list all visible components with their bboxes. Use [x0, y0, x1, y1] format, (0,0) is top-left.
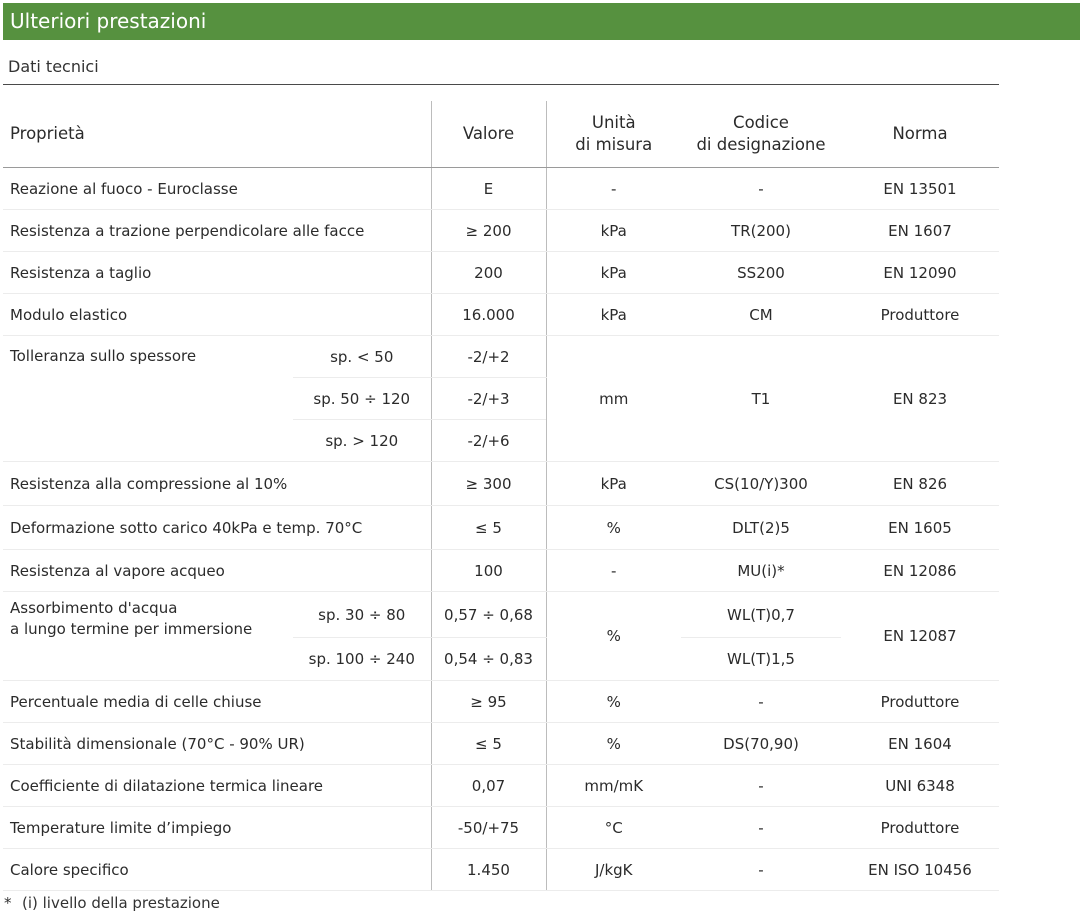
row-unit: % [546, 681, 681, 723]
row-property: Percentuale media di celle chiuse [3, 681, 431, 723]
row-value: 0,57 ÷ 0,68 [431, 592, 546, 638]
banner-title: Ulteriori prestazioni [10, 9, 207, 33]
row-subrange: sp. 50 ÷ 120 [293, 378, 431, 420]
table-row [3, 592, 999, 638]
table-row [3, 807, 999, 849]
row-subrange: sp. > 120 [293, 420, 431, 462]
row-unit: °C [546, 807, 681, 849]
row-code: WL(T)1,5 [681, 638, 841, 681]
row-norm: EN 13501 [841, 168, 999, 210]
row-code: - [681, 849, 841, 891]
row-unit: - [546, 550, 681, 592]
row-value: E [431, 168, 546, 210]
row-code: T1 [681, 336, 841, 462]
row-norm: EN 12090 [841, 252, 999, 294]
row-code: - [681, 168, 841, 210]
row-property: Resistenza alla compressione al 10% [3, 462, 431, 506]
footnote-marker: * [4, 894, 12, 912]
row-code: CM [681, 294, 841, 336]
row-norm: Produttore [841, 807, 999, 849]
row-property: Temperature limite d’impiego [3, 807, 431, 849]
row-norm: UNI 6348 [841, 765, 999, 807]
row-unit: mm [546, 336, 681, 462]
row-unit: kPa [546, 294, 681, 336]
table-row [3, 294, 999, 336]
row-value: ≥ 200 [431, 210, 546, 252]
row-norm: EN 12087 [841, 592, 999, 681]
row-code: WL(T)0,7 [681, 592, 841, 638]
row-code: DLT(2)5 [681, 506, 841, 550]
header-norm: Norma [841, 101, 999, 168]
row-code: DS(70,90) [681, 723, 841, 765]
row-unit: % [546, 723, 681, 765]
header-unit [546, 101, 681, 168]
section-subtitle: Dati tecnici [8, 57, 99, 76]
row-property: Resistenza a trazione perpendicolare alle facce [3, 210, 431, 252]
row-property [3, 592, 293, 681]
footnote-text: (i) livello della prestazione [22, 894, 220, 912]
header-code-line2: di designazione [696, 135, 826, 154]
header-value: Valore [431, 101, 546, 168]
row-subrange: sp. 30 ÷ 80 [293, 592, 431, 638]
row-norm: EN 823 [841, 336, 999, 462]
row-value: ≤ 5 [431, 506, 546, 550]
row-unit: J/kgK [546, 849, 681, 891]
table-row [3, 252, 999, 294]
header-code [681, 101, 841, 168]
row-norm: EN ISO 10456 [841, 849, 999, 891]
table-row [3, 462, 999, 506]
row-unit: % [546, 506, 681, 550]
header-unit-line1: Unità [591, 113, 636, 132]
row-subrange: sp. 100 ÷ 240 [293, 638, 431, 681]
table-row [3, 168, 999, 210]
row-value: 200 [431, 252, 546, 294]
row-value: -50/+75 [431, 807, 546, 849]
row-unit: kPa [546, 252, 681, 294]
row-value: 100 [431, 550, 546, 592]
header-unit-line2: di misura [575, 135, 653, 154]
row-norm: EN 1605 [841, 506, 999, 550]
row-value: 16.000 [431, 294, 546, 336]
row-code: MU(i)* [681, 550, 841, 592]
table-row [3, 849, 999, 891]
row-unit: % [546, 592, 681, 681]
row-value: ≤ 5 [431, 723, 546, 765]
row-unit: - [546, 168, 681, 210]
header-property: Proprietà [3, 101, 431, 168]
row-value: 1.450 [431, 849, 546, 891]
row-value: ≥ 95 [431, 681, 546, 723]
row-unit: kPa [546, 210, 681, 252]
row-property: Stabilità dimensionale (70°C - 90% UR) [3, 723, 431, 765]
row-value: 0,54 ÷ 0,83 [431, 638, 546, 681]
subtitle-divider [3, 84, 999, 85]
row-value: -2/+6 [431, 420, 546, 462]
row-property: Calore specifico [3, 849, 431, 891]
section-banner [3, 3, 1080, 40]
row-norm: EN 1607 [841, 210, 999, 252]
table-row [3, 506, 999, 550]
row-unit: kPa [546, 462, 681, 506]
row-value: ≥ 300 [431, 462, 546, 506]
table-row [3, 681, 999, 723]
row-code: TR(200) [681, 210, 841, 252]
row-code: CS(10/Y)300 [681, 462, 841, 506]
row-unit: mm/mK [546, 765, 681, 807]
row-value: -2/+2 [431, 336, 546, 378]
row-property: Coefficiente di dilatazione termica lineare [3, 765, 431, 807]
row-value: 0,07 [431, 765, 546, 807]
table-row [3, 723, 999, 765]
row-code: - [681, 807, 841, 849]
row-property: Modulo elastico [3, 294, 431, 336]
row-value: -2/+3 [431, 378, 546, 420]
table-row [3, 210, 999, 252]
footnote [4, 893, 220, 913]
table-row [3, 336, 999, 378]
row-property: Reazione al fuoco - Euroclasse [3, 168, 431, 210]
table-row [3, 550, 999, 592]
row-norm: Produttore [841, 294, 999, 336]
row-property: Deformazione sotto carico 40kPa e temp. 70°C [3, 506, 431, 550]
row-norm: EN 1604 [841, 723, 999, 765]
row-property: Resistenza al vapore acqueo [3, 550, 431, 592]
row-property: Resistenza a taglio [3, 252, 431, 294]
row-property-line2: a lungo termine per immersione [10, 620, 253, 638]
header-code-line1: Codice [733, 113, 789, 132]
technical-data-table [3, 101, 999, 891]
row-code: - [681, 681, 841, 723]
row-norm: EN 826 [841, 462, 999, 506]
row-subrange: sp. < 50 [293, 336, 431, 378]
table-row [3, 765, 999, 807]
row-property: Tolleranza sullo spessore [3, 336, 293, 462]
row-norm: EN 12086 [841, 550, 999, 592]
row-norm: Produttore [841, 681, 999, 723]
row-property-line1: Assorbimento d'acqua [10, 599, 178, 617]
row-code: SS200 [681, 252, 841, 294]
row-code: - [681, 765, 841, 807]
table-header-row [3, 101, 999, 168]
